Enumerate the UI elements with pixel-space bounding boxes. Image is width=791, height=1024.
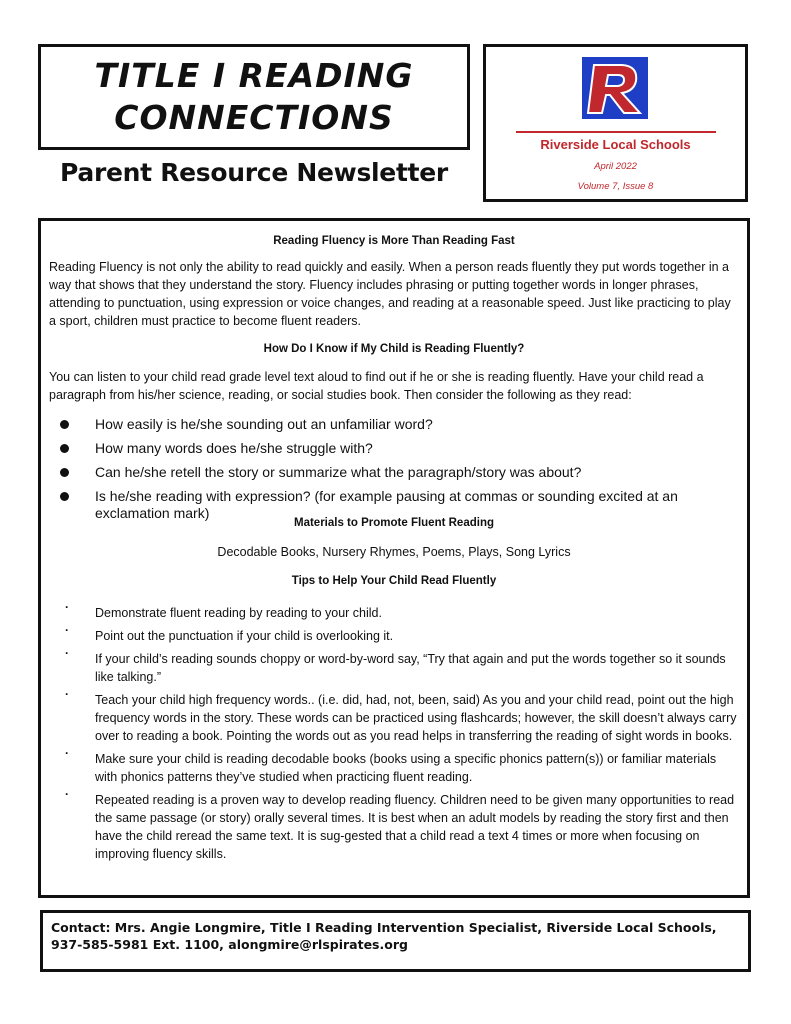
title-line-2: CONNECTIONS	[114, 98, 394, 137]
newsletter-subtitle: Parent Resource Newsletter	[60, 158, 448, 187]
newsletter-title-box	[38, 44, 470, 150]
list-item: · Demonstrate fluent reading by reading to your child.	[49, 604, 739, 622]
materials-list-text: Decodable Books, Nursery Rhymes, Poems, Plays, Song Lyrics	[217, 545, 571, 559]
main-content-box	[38, 218, 750, 898]
school-logo-box	[483, 44, 748, 202]
heading-tips: Tips to Help Your Child Read Fluently	[291, 575, 497, 587]
contact-text: Contact: Mrs. Angie Longmire, Title I Reading Intervention Specialist, Riverside Local Schools, 937-585-5981 Ext. 1100, alongmire@rlspirates.org	[51, 920, 717, 952]
list-item: Is he/she reading with expression? (for example pausing at commas or sounding excited at an exclamation mark)	[49, 488, 739, 522]
issue-volume: Volume 7, Issue 8	[577, 181, 654, 192]
issue-date: April 2022	[594, 161, 637, 172]
title-line-1: TITLE I READING	[94, 56, 414, 95]
fluency-questions-list	[49, 416, 739, 522]
heading-materials: Materials to Promote Fluent Reading	[294, 517, 494, 529]
contact-box	[40, 910, 751, 972]
tips-list	[49, 604, 739, 863]
list-item: Can he/she retell the story or summarize what the paragraph/story was about?	[49, 464, 739, 481]
list-item: · Make sure your child is reading decodable books (books using a specific phonics pattern(s)) or familiar materials with phonics patterns they’ve studied when practicing fluent reading.	[49, 750, 739, 786]
list-item: · Teach your child high frequency words.. (i.e. did, had, not, been, said) As you and your child read, point out the high frequency words in the story. These words can be practiced using flashcards; however, the skill doesn’t always carry over to reading a book. Pointing the words out as you read helps in transferring the reading of sight words in books.	[49, 691, 739, 745]
list-item: · Point out the punctuation if your child is overlooking it.	[49, 627, 739, 645]
heading-reading-fluency: Reading Fluency is More Than Reading Fast	[273, 235, 515, 247]
list-item: How easily is he/she sounding out an unfamiliar word?	[49, 416, 739, 433]
logo-divider	[516, 131, 716, 133]
list-item: How many words does he/she struggle with?	[49, 440, 739, 457]
list-item: · Repeated reading is a proven way to develop reading fluency. Children need to be given many opportunities to read the same passage (or story) orally several times. It is best when an adult models by reading the story first and then have the child reread the same text. It is sug-gested that a child read a text 4 times or more when focusing on improving fluency skills.	[49, 791, 739, 863]
school-name: Riverside Local Schools	[540, 137, 691, 152]
paragraph-fluency-definition: Reading Fluency is not only the ability to read quickly and easily. When a person reads fluently they put words together in a way that shows that they understand the story. Fluency includes phrasing or putting together words in longer phrases, attending to punctuation, using expression or voice changes, and reading at a reasonable speed. Just like practicing to play a sport, children must practice to become fluent readers.	[49, 260, 731, 328]
heading-how-do-i-know: How Do I Know if My Child is Reading Fluently?	[263, 343, 525, 355]
list-item: · If your child’s reading sounds choppy or word-by-word say, “Try that again and put the words together so it sounds like talking.”	[49, 650, 739, 686]
riverside-r-logo-icon	[582, 57, 648, 119]
paragraph-listen-to-child: You can listen to your child read grade level text aloud to find out if he or she is reading fluently. Have your child read a paragraph from his/her science, reading, or social studies book. Then consider the following as they read:	[49, 370, 704, 402]
